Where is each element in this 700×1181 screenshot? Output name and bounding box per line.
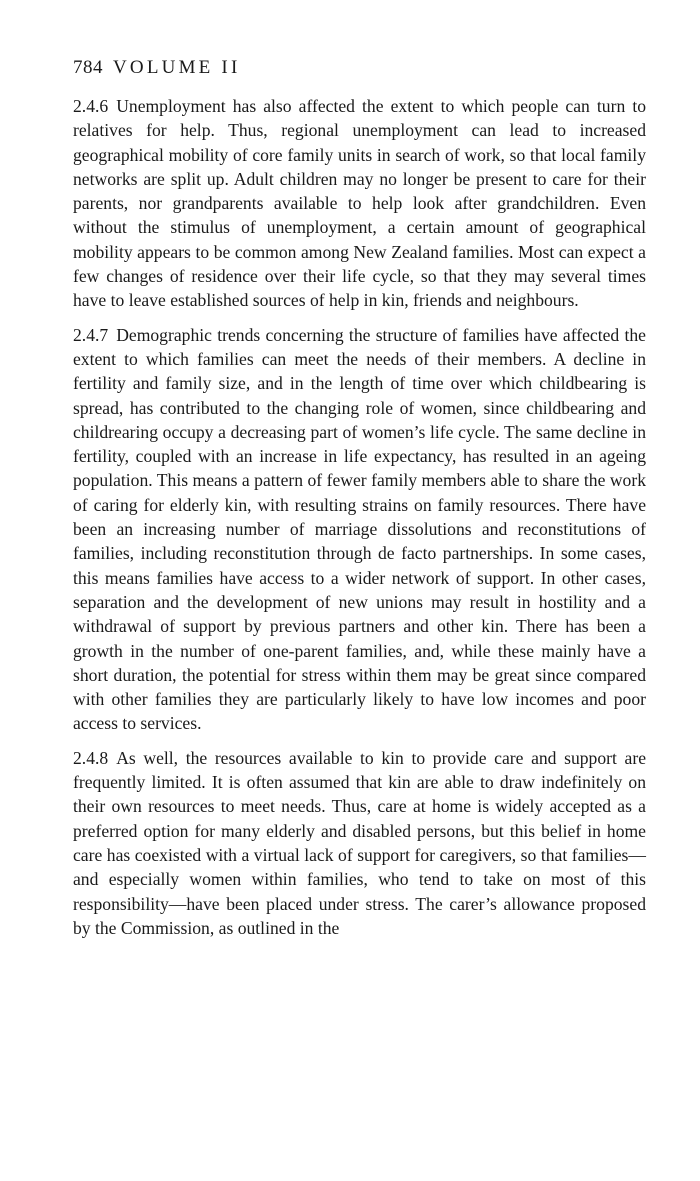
paragraph-2-4-7 [73, 323, 646, 736]
paragraph-number: 2.4.7 [73, 324, 109, 345]
paragraph-number: 2.4.8 [73, 747, 109, 768]
paragraph-text: Unemployment has also affected the extent to which people can turn to relatives for help. Thus, regional unemployment can lead to increased geographical mobility of core family units in search of work, so that local family networks are split up. Adult children may no longer be present to care for their parents, nor grandparents available to help look after grandchildren. Even without the stimulus of unemployment, a certain amount of geographical mobility appears to be common among New Zealand families. Most can expect a few changes of residence over their life cycle, so that they may several times have to leave established sources of help in kin, friends and neighbours. [73, 96, 646, 311]
paragraph-number: 2.4.6 [73, 96, 109, 116]
page-number: 784 [73, 57, 103, 78]
paragraph-text: Demographic trends concerning the structure of families have affected the extent to which families can meet the needs of their members. A decline in fertility and family size, and in the length of time over which childbearing is spread, has contributed to the changing role of women, since childbearing and childrearing occupy a decreasing part of women’s life cycle. The same decline in fertility, coupled with an increase in life expectancy, has resulted in an ageing population. This means a pattern of fewer family members able to share the work of caring for elderly kin, with resulting strains on family resources. There have been an increasing number of marriage dissolutions and reconstitutions of families, including reconstitution through de facto partnerships. In some cases, this means families have access to a wider network of support. In other cases, separation and the development of new unions may result in hostility and a withdrawal of support by previous partners and other kin. There has been a growth in the number of one-parent families, and, while these mainly have a short duration, the potential for stress within them may be great since compared with other families they are particularly likely to have low incomes and poor access to services. [73, 324, 646, 734]
running-head [73, 56, 646, 80]
paragraph-2-4-6 [73, 94, 646, 313]
document-page [73, 56, 646, 950]
paragraph-2-4-8 [73, 746, 646, 940]
volume-label: VOLUME II [113, 57, 241, 78]
paragraph-text: As well, the resources available to kin to provide care and support are frequently limited. It is often assumed that kin are able to draw indefinitely on their own resources to meet needs. Thus, care at home is widely accepted as a preferred option for many elderly and disabled persons, but this belief in home care has coexisted with a virtual lack of support for caregivers, so that families—and especially women within families, who tend to take on most of this responsibility—have been placed under stress. The carer’s allowance proposed by the Commission, as outlined in the [73, 747, 646, 938]
